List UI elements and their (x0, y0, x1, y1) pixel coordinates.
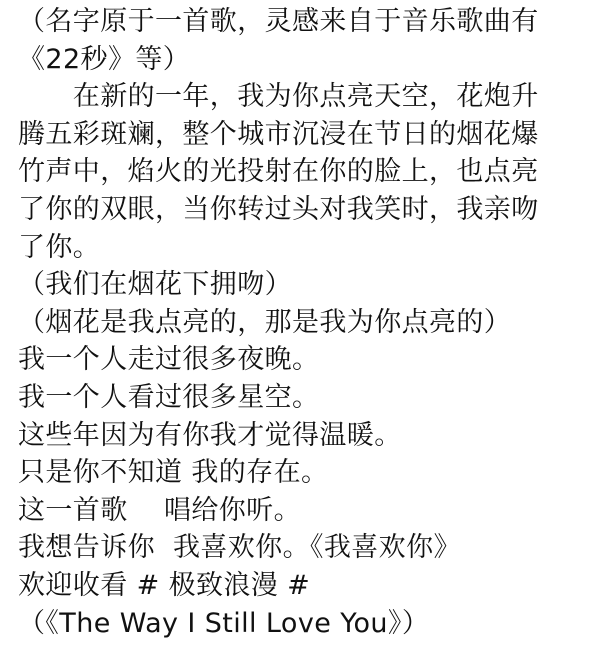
text-line-lyric: 我一个人走过很多夜晚。 (18, 344, 320, 376)
text-line-paragraph: 了你的双眼，当你转过头对我笑时，我亲吻 (18, 193, 539, 225)
text-line-paragraph: 腾五彩斑斓，整个城市沉浸在节日的烟花爆 (18, 118, 539, 150)
text-line-lyric: 只是你不知道 我的存在。 (18, 457, 329, 489)
text-line-lyric: 我想告诉你 我喜欢你。《我喜欢你》 (18, 532, 461, 564)
text-line-parenthetical: （烟花是我点亮的，那是我为你点亮的） (18, 306, 512, 338)
text-line-lyric: 这一首歌 唱给你听。 (18, 494, 301, 526)
text-line-hashtag: 欢迎收看 # 极致浪漫 # (18, 569, 311, 601)
text-line-title-note: （名字原于一首歌，灵感来自于音乐歌曲有 (18, 6, 539, 37)
text-line-title-note-cont: 《22秒》等） (18, 43, 191, 75)
text-line-lyric: 这些年因为有你我才觉得温暖。 (18, 419, 402, 451)
text-line-parenthetical: （我们在烟花下拥吻） (18, 269, 292, 301)
text-line-paragraph: 在新的一年，我为你点亮天空，花炮升 (18, 81, 539, 113)
text-line-song-title: （《The Way I Still Love You》） (18, 607, 430, 639)
text-line-lyric: 我一个人看过很多星空。 (18, 381, 320, 413)
text-line-paragraph: 竹声中，焰火的光投射在你的脸上，也点亮 (18, 156, 539, 188)
text-line-paragraph: 了你。 (18, 231, 101, 263)
